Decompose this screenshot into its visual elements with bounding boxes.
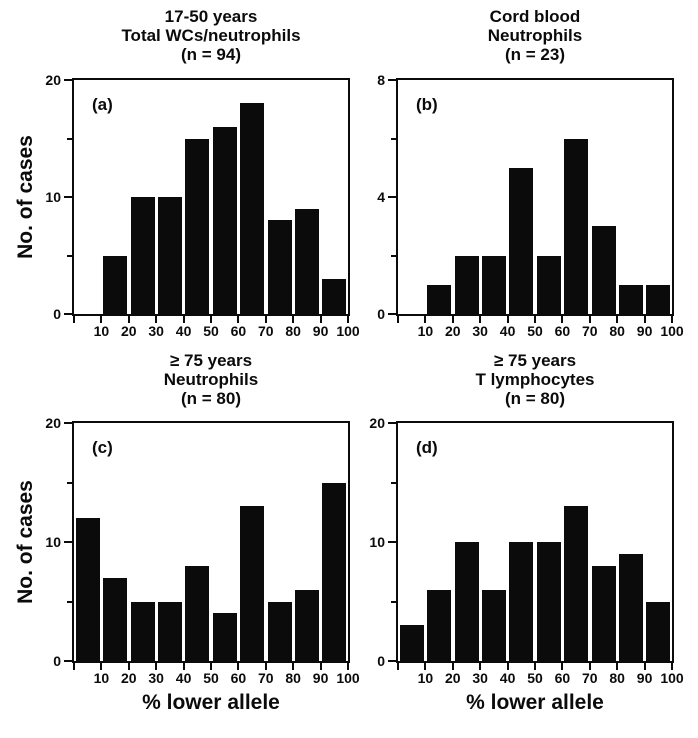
- histogram-bar: [455, 542, 479, 661]
- histogram-bar: [592, 226, 616, 314]
- histogram-bar: [103, 256, 127, 315]
- x-tick-label: 100: [660, 670, 684, 686]
- x-axis-tick: [507, 316, 509, 323]
- y-axis-label: No. of cases: [14, 480, 37, 604]
- x-axis-tick: [237, 316, 239, 323]
- panel-title-d: [395, 351, 675, 408]
- x-axis-tick: [507, 663, 509, 670]
- panel-title-line: Total WCs/neutrophils: [121, 26, 301, 45]
- y-axis-minor-tick: [391, 601, 396, 603]
- x-tick-label: 100: [336, 323, 360, 339]
- x-axis-tick: [616, 663, 618, 670]
- panel-title-line: (n = 94): [181, 45, 241, 64]
- panel-title-line: (n = 23): [505, 45, 565, 64]
- y-axis-tick: [388, 313, 396, 315]
- x-axis-tick: [671, 316, 673, 323]
- histogram-bar: [455, 256, 479, 315]
- panel-title-line: ≥ 75 years: [493, 351, 577, 370]
- x-tick-label: 60: [554, 323, 571, 339]
- x-tick-label: 30: [148, 670, 164, 686]
- x-axis-tick: [589, 663, 591, 670]
- x-axis-tick: [452, 316, 454, 323]
- x-axis-tick: [128, 663, 130, 670]
- y-axis-tick: [64, 422, 72, 424]
- y-axis-tick: [388, 422, 396, 424]
- x-axis-tick: [589, 316, 591, 323]
- plot-area-d: [396, 421, 674, 663]
- plot-area-c: [72, 421, 350, 663]
- y-tick-label: 10: [45, 189, 61, 205]
- x-axis-tick: [616, 316, 618, 323]
- x-tick-label: 20: [445, 670, 461, 686]
- x-tick-label: 30: [472, 670, 488, 686]
- histogram-bar: [158, 602, 182, 662]
- x-axis-tick: [292, 316, 294, 323]
- histogram-bar: [322, 483, 346, 662]
- histogram-bar: [482, 590, 506, 661]
- x-axis-tick: [155, 316, 157, 323]
- x-axis-tick: [73, 316, 75, 323]
- histogram-bar: [213, 127, 237, 314]
- x-axis-tick: [320, 316, 322, 323]
- panel-title-line: (n = 80): [505, 389, 565, 408]
- histogram-bar: [268, 220, 292, 314]
- histogram-bar: [509, 168, 533, 314]
- x-axis-tick: [100, 316, 102, 323]
- y-axis-minor-tick: [67, 255, 72, 257]
- x-tick-label: 50: [203, 670, 219, 686]
- x-axis-tick: [73, 663, 75, 670]
- histogram-bar: [564, 506, 588, 661]
- histogram-bar: [185, 139, 209, 315]
- y-axis-tick: [64, 313, 72, 315]
- x-tick-label: 90: [312, 323, 329, 339]
- y-tick-label: 4: [377, 189, 385, 205]
- histogram-bar: [322, 279, 346, 314]
- histogram-bar: [619, 554, 643, 661]
- x-tick-label: 10: [93, 323, 110, 339]
- x-axis-tick: [479, 663, 481, 670]
- x-tick-label: 40: [175, 670, 192, 686]
- x-tick-label: 40: [175, 323, 192, 339]
- x-axis-label: % lower allele: [142, 691, 280, 714]
- y-tick-label: 8: [377, 72, 385, 88]
- x-axis-tick: [534, 316, 536, 323]
- histogram-bar: [295, 590, 319, 661]
- y-tick-label: 0: [377, 306, 385, 322]
- x-tick-label: 10: [93, 670, 110, 686]
- y-tick-label: 20: [369, 415, 385, 431]
- panel-title-c: [71, 351, 351, 408]
- x-axis-tick: [644, 663, 646, 670]
- y-tick-label: 10: [45, 534, 61, 550]
- histogram-bar: [240, 103, 264, 314]
- x-axis-tick: [671, 663, 673, 670]
- y-axis-minor-tick: [67, 482, 72, 484]
- panel-title-line: Neutrophils: [163, 370, 259, 389]
- y-axis-tick: [388, 660, 396, 662]
- histogram-bar: [564, 139, 588, 315]
- x-axis-tick: [424, 316, 426, 323]
- y-axis-minor-tick: [391, 138, 396, 140]
- y-tick-label: 20: [45, 415, 61, 431]
- y-axis-tick: [64, 541, 72, 543]
- y-tick-label: 20: [45, 72, 61, 88]
- panel-title-line: (n = 80): [181, 389, 241, 408]
- x-axis-tick: [561, 316, 563, 323]
- histogram-bar: [158, 197, 182, 314]
- x-tick-label: 60: [230, 323, 247, 339]
- y-tick-label: 0: [53, 653, 61, 669]
- panel-title-line: T lymphocytes: [475, 370, 595, 389]
- x-tick-label: 50: [527, 323, 543, 339]
- x-tick-label: 70: [582, 323, 598, 339]
- x-tick-label: 10: [417, 670, 434, 686]
- x-axis-tick: [183, 663, 185, 670]
- x-tick-label: 40: [499, 670, 516, 686]
- x-axis-tick: [424, 663, 426, 670]
- panel-title-line: Neutrophils: [487, 26, 583, 45]
- histogram-bar: [268, 602, 292, 662]
- x-axis-tick: [644, 316, 646, 323]
- y-tick-label: 0: [377, 653, 385, 669]
- x-tick-label: 70: [582, 670, 598, 686]
- x-tick-label: 100: [336, 670, 360, 686]
- y-axis-minor-tick: [67, 601, 72, 603]
- x-axis-tick: [452, 663, 454, 670]
- x-axis-tick: [265, 663, 267, 670]
- histogram-bar: [295, 209, 319, 314]
- x-axis-tick: [128, 316, 130, 323]
- histogram-bar: [131, 197, 155, 314]
- y-axis-tick: [388, 541, 396, 543]
- x-tick-label: 90: [636, 670, 653, 686]
- histogram-bar: [509, 542, 533, 661]
- y-axis-tick: [64, 660, 72, 662]
- histogram-bar: [537, 542, 561, 661]
- x-tick-label: 70: [258, 323, 274, 339]
- panel-letter-label: (b): [416, 95, 438, 114]
- x-tick-label: 10: [417, 323, 434, 339]
- x-tick-label: 80: [609, 670, 625, 686]
- histogram-bar: [427, 590, 451, 661]
- y-tick-label: 10: [369, 534, 385, 550]
- x-axis-tick: [100, 663, 102, 670]
- x-axis-tick: [561, 663, 563, 670]
- x-axis-tick: [210, 316, 212, 323]
- histogram-bar: [103, 578, 127, 661]
- x-axis-tick: [155, 663, 157, 670]
- plot-area-a: [72, 78, 350, 316]
- x-tick-label: 30: [148, 323, 164, 339]
- histogram-bar: [76, 518, 100, 661]
- panel-title-line: 17-50 years: [164, 7, 258, 26]
- x-tick-label: 40: [499, 323, 516, 339]
- panel-letter-label: (d): [416, 438, 438, 457]
- x-axis-label: % lower allele: [466, 691, 604, 714]
- x-tick-label: 20: [121, 670, 137, 686]
- histogram-bar: [240, 506, 264, 661]
- panel-title-line: ≥ 75 years: [169, 351, 253, 370]
- histogram-bar: [619, 285, 643, 314]
- panel-letter-label: (c): [92, 438, 113, 457]
- histogram-bar: [537, 256, 561, 315]
- y-axis-minor-tick: [391, 482, 396, 484]
- x-axis-tick: [397, 663, 399, 670]
- histogram-bar: [213, 613, 237, 661]
- x-tick-label: 60: [554, 670, 571, 686]
- panel-title-b: [395, 7, 675, 64]
- x-tick-label: 60: [230, 670, 247, 686]
- x-tick-label: 50: [203, 323, 219, 339]
- x-axis-tick: [265, 316, 267, 323]
- histogram-bar: [592, 566, 616, 661]
- panel-letter-label: (a): [92, 95, 113, 114]
- x-axis-tick: [210, 663, 212, 670]
- x-tick-label: 70: [258, 670, 274, 686]
- x-tick-label: 20: [121, 323, 137, 339]
- histogram-bar: [400, 625, 424, 661]
- x-tick-label: 20: [445, 323, 461, 339]
- x-axis-tick: [183, 316, 185, 323]
- x-tick-label: 80: [285, 670, 301, 686]
- histogram-bar: [646, 285, 670, 314]
- y-tick-label: 0: [53, 306, 61, 322]
- x-tick-label: 30: [472, 323, 488, 339]
- y-axis-minor-tick: [391, 255, 396, 257]
- plot-area-b: [396, 78, 674, 316]
- x-tick-label: 90: [636, 323, 653, 339]
- histogram-bar: [131, 602, 155, 662]
- y-axis-tick: [388, 196, 396, 198]
- x-tick-label: 80: [609, 323, 625, 339]
- y-axis-tick: [388, 79, 396, 81]
- panel-title-a: [71, 7, 351, 64]
- x-axis-tick: [292, 663, 294, 670]
- y-axis-label: No. of cases: [14, 135, 37, 259]
- panel-title-line: Cord blood: [489, 7, 581, 26]
- x-axis-tick: [320, 663, 322, 670]
- x-tick-label: 100: [660, 323, 684, 339]
- histogram-bar: [185, 566, 209, 661]
- histogram-bar: [427, 285, 451, 314]
- x-axis-tick: [397, 316, 399, 323]
- y-axis-tick: [64, 196, 72, 198]
- histogram-bar: [482, 256, 506, 315]
- x-tick-label: 50: [527, 670, 543, 686]
- y-axis-tick: [64, 79, 72, 81]
- x-axis-tick: [479, 316, 481, 323]
- histogram-bar: [646, 602, 670, 662]
- x-tick-label: 90: [312, 670, 329, 686]
- x-axis-tick: [534, 663, 536, 670]
- x-tick-label: 80: [285, 323, 301, 339]
- x-axis-tick: [237, 663, 239, 670]
- y-axis-minor-tick: [67, 138, 72, 140]
